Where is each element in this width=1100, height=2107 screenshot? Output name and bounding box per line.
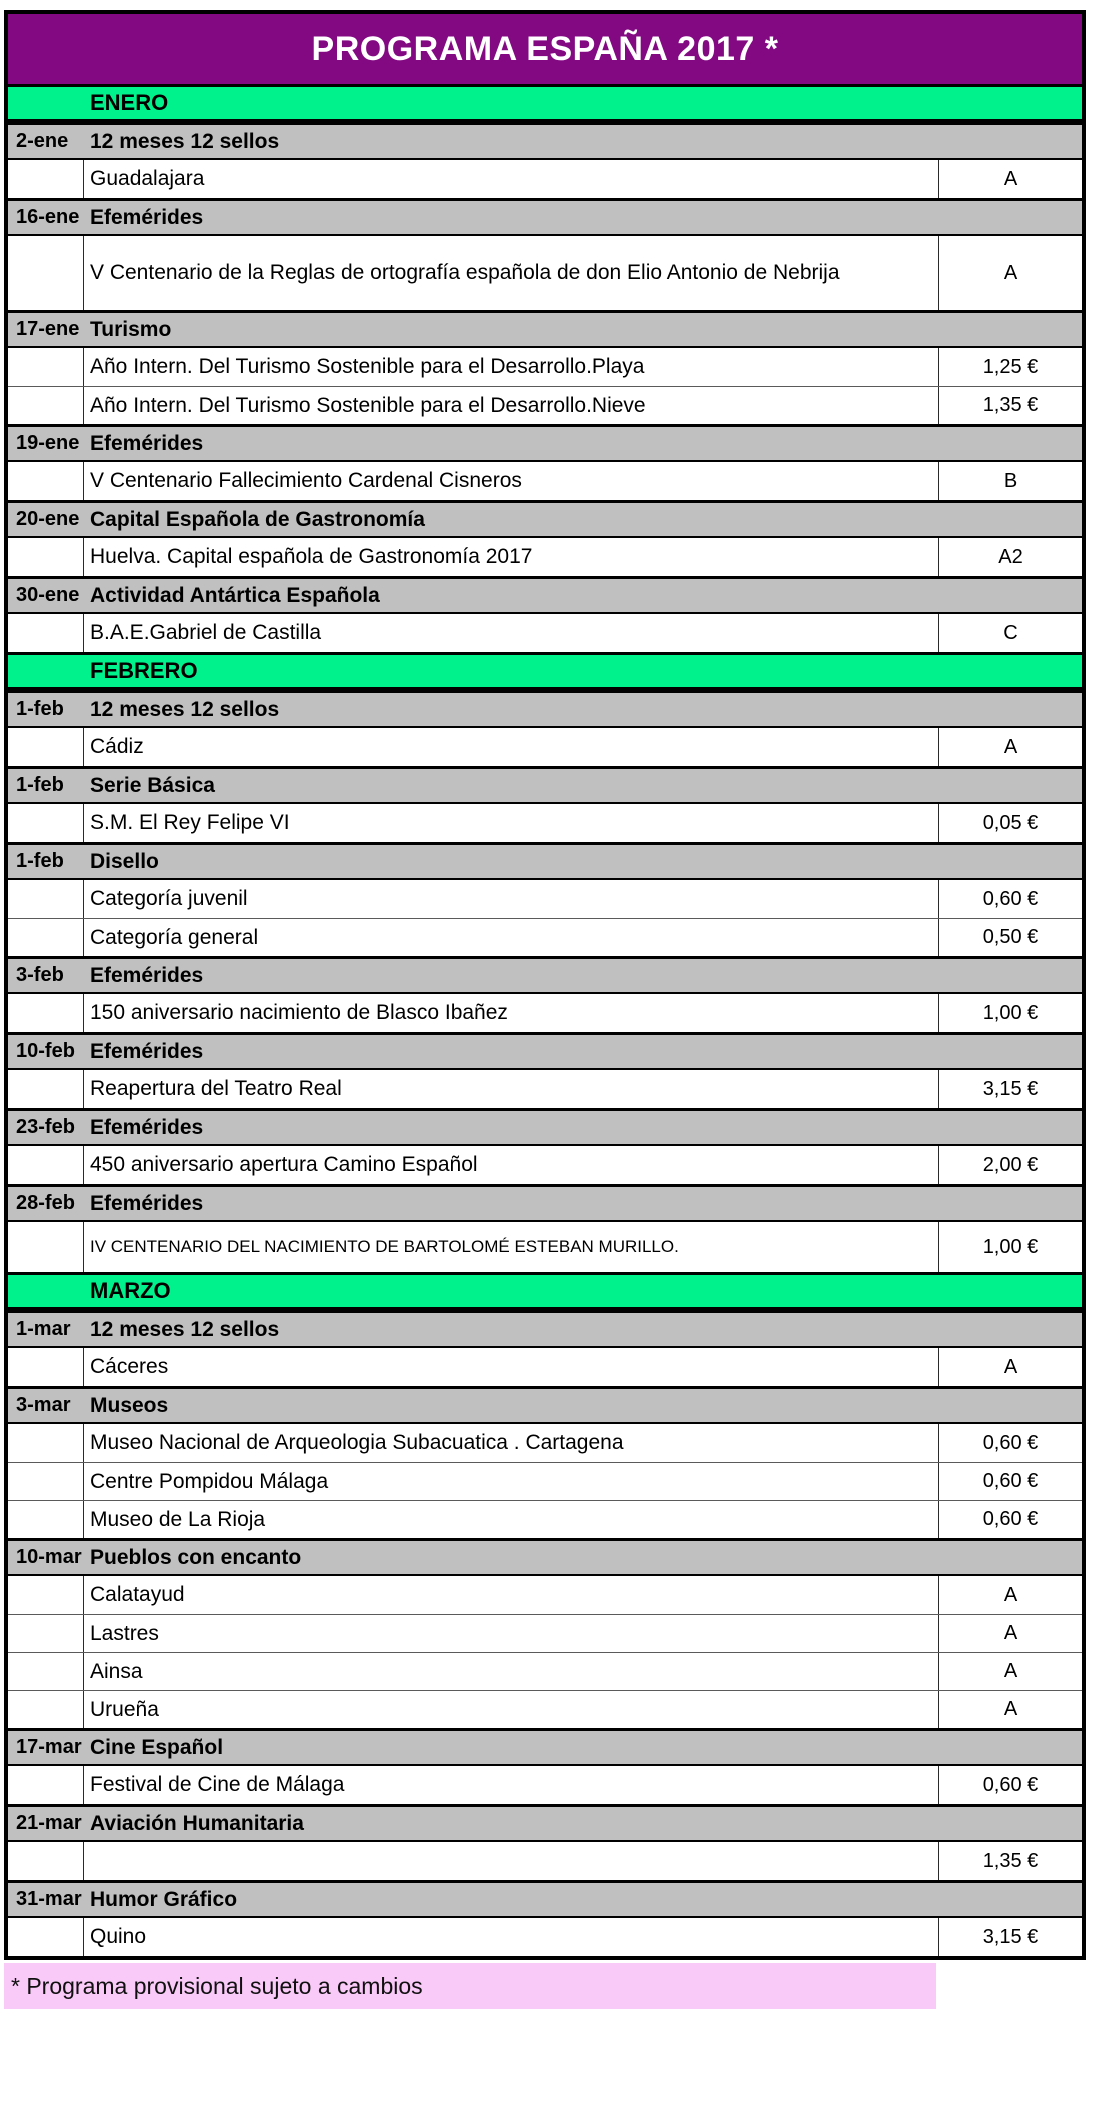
value-cell bbox=[938, 655, 1082, 687]
description-cell: Museo Nacional de Arqueologia Subacuatica . Cartagena bbox=[90, 1431, 624, 1455]
value-cell bbox=[938, 313, 1082, 346]
item-row bbox=[8, 804, 1082, 842]
group-row bbox=[8, 1804, 1082, 1842]
group-row bbox=[8, 1032, 1082, 1070]
group-row bbox=[8, 1728, 1082, 1766]
value-cell bbox=[938, 1111, 1082, 1144]
value-cell: A bbox=[938, 1653, 1082, 1690]
description-cell: Urueña bbox=[90, 1697, 159, 1721]
value-cell: A bbox=[938, 1615, 1082, 1652]
group-label: Efemérides bbox=[90, 431, 204, 455]
date-cell: 1-mar bbox=[16, 1318, 71, 1340]
value-cell: B bbox=[938, 462, 1082, 500]
description-cell: S.M. El Rey Felipe VI bbox=[90, 811, 290, 835]
group-label: Aviación Humanitaria bbox=[90, 1811, 304, 1835]
group-row bbox=[8, 1108, 1082, 1146]
date-cell bbox=[8, 87, 84, 119]
date-cell bbox=[8, 1348, 84, 1386]
date-cell bbox=[8, 994, 84, 1032]
value-cell: 1,00 € bbox=[938, 1222, 1082, 1272]
value-cell: A bbox=[938, 236, 1082, 310]
description-cell: 450 aniversario apertura Camino Español bbox=[90, 1153, 478, 1177]
description-cell: V Centenario Fallecimiento Cardenal Cisneros bbox=[90, 469, 522, 493]
value-cell bbox=[938, 579, 1082, 612]
group-row bbox=[8, 310, 1082, 348]
date-cell bbox=[8, 462, 84, 500]
date-cell bbox=[8, 1222, 84, 1272]
date-cell: 2-ene bbox=[16, 130, 69, 152]
description-cell: Cáceres bbox=[90, 1355, 169, 1379]
value-cell: 0,60 € bbox=[938, 880, 1082, 918]
group-label: 12 meses 12 sellos bbox=[90, 1317, 280, 1341]
date-cell bbox=[8, 1463, 84, 1500]
value-cell bbox=[938, 845, 1082, 878]
footer-note: * Programa provisional sujeto a cambios bbox=[4, 1963, 936, 2009]
date-cell bbox=[8, 804, 84, 842]
item-row bbox=[8, 1614, 1082, 1652]
group-row bbox=[8, 1880, 1082, 1918]
value-cell bbox=[938, 1807, 1082, 1840]
group-label: Cine Español bbox=[90, 1735, 224, 1759]
programa-espana-table bbox=[4, 10, 1086, 1960]
item-row bbox=[8, 880, 1082, 918]
date-cell: 16-ene bbox=[16, 206, 80, 228]
value-cell: 0,60 € bbox=[938, 1463, 1082, 1500]
date-cell bbox=[8, 1576, 84, 1614]
date-cell: 23-feb bbox=[16, 1116, 75, 1138]
item-row bbox=[8, 1576, 1082, 1614]
value-cell: 0,05 € bbox=[938, 804, 1082, 842]
group-row bbox=[8, 1184, 1082, 1222]
item-row bbox=[8, 236, 1082, 310]
value-cell bbox=[938, 1187, 1082, 1220]
date-cell bbox=[8, 1615, 84, 1652]
value-cell bbox=[938, 1731, 1082, 1764]
value-cell: A bbox=[938, 1576, 1082, 1614]
month-label: MARZO bbox=[90, 1277, 171, 1303]
date-cell: 10-mar bbox=[16, 1546, 82, 1568]
value-cell bbox=[938, 87, 1082, 119]
item-row bbox=[8, 918, 1082, 956]
value-cell bbox=[938, 503, 1082, 536]
value-cell bbox=[938, 1389, 1082, 1422]
group-row bbox=[8, 424, 1082, 462]
group-label: Disello bbox=[90, 849, 159, 873]
month-row bbox=[8, 84, 1082, 122]
group-row bbox=[8, 842, 1082, 880]
date-cell: 28-feb bbox=[16, 1192, 75, 1214]
date-cell: 17-ene bbox=[16, 318, 80, 340]
description-cell: Año Intern. Del Turismo Sostenible para el Desarrollo.Nieve bbox=[90, 393, 646, 417]
table-body bbox=[8, 84, 1082, 1956]
group-label: Efemérides bbox=[90, 1039, 204, 1063]
date-cell bbox=[8, 1070, 84, 1108]
date-cell bbox=[8, 1653, 84, 1690]
description-cell: Año Intern. Del Turismo Sostenible para el Desarrollo.Playa bbox=[90, 355, 645, 379]
value-cell bbox=[938, 201, 1082, 234]
value-cell: A2 bbox=[938, 538, 1082, 576]
value-cell: 1,35 € bbox=[938, 1842, 1082, 1880]
item-row bbox=[8, 1766, 1082, 1804]
description-cell: V Centenario de la Reglas de ortografía española de don Elio Antonio de Nebrija bbox=[90, 261, 840, 285]
value-cell: A bbox=[938, 728, 1082, 766]
group-row bbox=[8, 956, 1082, 994]
date-cell: 1-feb bbox=[16, 774, 64, 796]
date-cell: 3-mar bbox=[16, 1394, 71, 1416]
value-cell: 1,25 € bbox=[938, 348, 1082, 386]
item-row bbox=[8, 1222, 1082, 1272]
description-cell: Calatayud bbox=[90, 1583, 185, 1607]
group-row bbox=[8, 576, 1082, 614]
value-cell bbox=[938, 693, 1082, 726]
month-label: ENERO bbox=[90, 89, 169, 115]
value-cell bbox=[938, 769, 1082, 802]
value-cell bbox=[938, 1541, 1082, 1574]
date-cell: 3-feb bbox=[16, 964, 64, 986]
description-cell bbox=[84, 1842, 938, 1880]
date-cell: 17-mar bbox=[16, 1736, 82, 1758]
group-label: Pueblos con encanto bbox=[90, 1545, 302, 1569]
group-label: 12 meses 12 sellos bbox=[90, 697, 280, 721]
value-cell: 3,15 € bbox=[938, 1070, 1082, 1108]
group-row bbox=[8, 1310, 1082, 1348]
group-label: Humor Gráfico bbox=[90, 1887, 238, 1911]
date-cell bbox=[8, 160, 84, 198]
group-label: Efemérides bbox=[90, 205, 204, 229]
description-cell: Categoría general bbox=[90, 925, 259, 949]
month-row bbox=[8, 652, 1082, 690]
date-cell bbox=[8, 1146, 84, 1184]
item-row bbox=[8, 1348, 1082, 1386]
description-cell: 150 aniversario nacimiento de Blasco Ibañez bbox=[90, 1001, 508, 1025]
description-cell: Reapertura del Teatro Real bbox=[90, 1077, 342, 1101]
group-label: Serie Básica bbox=[90, 773, 215, 797]
date-cell bbox=[8, 1501, 84, 1538]
value-cell bbox=[938, 125, 1082, 158]
item-row bbox=[8, 1424, 1082, 1462]
date-cell: 21-mar bbox=[16, 1812, 82, 1834]
group-label: Capital Española de Gastronomía bbox=[90, 507, 425, 531]
item-row bbox=[8, 1652, 1082, 1690]
date-cell bbox=[8, 387, 84, 424]
date-cell bbox=[8, 236, 84, 310]
description-cell: Centre Pompidou Málaga bbox=[90, 1469, 329, 1493]
date-cell: 20-ene bbox=[16, 508, 80, 530]
page-title: PROGRAMA ESPAÑA 2017 * bbox=[8, 14, 1082, 84]
item-row bbox=[8, 1842, 1082, 1880]
value-cell bbox=[938, 959, 1082, 992]
group-label: Efemérides bbox=[90, 1191, 204, 1215]
group-row bbox=[8, 122, 1082, 160]
group-row bbox=[8, 1386, 1082, 1424]
group-row bbox=[8, 500, 1082, 538]
value-cell: 0,60 € bbox=[938, 1766, 1082, 1804]
description-cell: Festival de Cine de Málaga bbox=[90, 1773, 345, 1797]
value-cell bbox=[938, 1275, 1082, 1307]
item-row bbox=[8, 348, 1082, 386]
value-cell: 0,50 € bbox=[938, 919, 1082, 956]
group-row bbox=[8, 198, 1082, 236]
date-cell: 19-ene bbox=[16, 432, 80, 454]
value-cell: A bbox=[938, 1348, 1082, 1386]
group-label: 12 meses 12 sellos bbox=[90, 129, 280, 153]
group-label: Efemérides bbox=[90, 1115, 204, 1139]
value-cell: 1,00 € bbox=[938, 994, 1082, 1032]
description-cell: IV CENTENARIO DEL NACIMIENTO DE BARTOLOMÉ ESTEBAN MURILLO. bbox=[90, 1236, 679, 1256]
group-label: Museos bbox=[90, 1393, 169, 1417]
date-cell bbox=[8, 348, 84, 386]
month-label: FEBRERO bbox=[90, 657, 198, 683]
date-cell: 1-feb bbox=[16, 850, 64, 872]
description-cell: Huelva. Capital española de Gastronomía 2017 bbox=[90, 545, 533, 569]
date-cell bbox=[8, 1918, 84, 1956]
item-row bbox=[8, 160, 1082, 198]
group-label: Actividad Antártica Española bbox=[90, 583, 380, 607]
value-cell: C bbox=[938, 614, 1082, 652]
date-cell bbox=[8, 1691, 84, 1728]
date-cell bbox=[8, 614, 84, 652]
date-cell bbox=[8, 1275, 84, 1307]
value-cell: 0,60 € bbox=[938, 1501, 1082, 1538]
date-cell: 10-feb bbox=[16, 1040, 75, 1062]
month-row bbox=[8, 1272, 1082, 1310]
item-row bbox=[8, 1070, 1082, 1108]
description-cell: Ainsa bbox=[90, 1659, 143, 1683]
date-cell: 1-feb bbox=[16, 698, 64, 720]
description-cell: Cádiz bbox=[90, 735, 144, 759]
date-cell bbox=[8, 1424, 84, 1462]
date-cell bbox=[8, 1766, 84, 1804]
item-row bbox=[8, 462, 1082, 500]
value-cell: A bbox=[938, 1691, 1082, 1728]
date-cell: 31-mar bbox=[16, 1888, 82, 1910]
group-row bbox=[8, 690, 1082, 728]
date-cell bbox=[8, 919, 84, 956]
group-row bbox=[8, 1538, 1082, 1576]
description-cell: Guadalajara bbox=[90, 167, 205, 191]
description-cell: B.A.E.Gabriel de Castilla bbox=[90, 621, 322, 645]
group-label: Efemérides bbox=[90, 963, 204, 987]
date-cell: 30-ene bbox=[16, 584, 80, 606]
item-row bbox=[8, 1462, 1082, 1500]
value-cell: 2,00 € bbox=[938, 1146, 1082, 1184]
date-cell bbox=[8, 728, 84, 766]
value-cell bbox=[938, 427, 1082, 460]
group-label: Turismo bbox=[90, 317, 172, 341]
date-cell bbox=[8, 538, 84, 576]
value-cell: 3,15 € bbox=[938, 1918, 1082, 1956]
description-cell: Categoría juvenil bbox=[90, 887, 248, 911]
date-cell bbox=[8, 655, 84, 687]
item-row bbox=[8, 1690, 1082, 1728]
value-cell bbox=[938, 1035, 1082, 1068]
value-cell: 1,35 € bbox=[938, 387, 1082, 424]
item-row bbox=[8, 994, 1082, 1032]
date-cell bbox=[8, 880, 84, 918]
item-row bbox=[8, 728, 1082, 766]
item-row bbox=[8, 1146, 1082, 1184]
value-cell: A bbox=[938, 160, 1082, 198]
value-cell bbox=[938, 1313, 1082, 1346]
group-row bbox=[8, 766, 1082, 804]
item-row bbox=[8, 386, 1082, 424]
item-row bbox=[8, 1500, 1082, 1538]
value-cell bbox=[938, 1883, 1082, 1916]
item-row bbox=[8, 614, 1082, 652]
description-cell: Museo de La Rioja bbox=[90, 1507, 266, 1531]
value-cell: 0,60 € bbox=[938, 1424, 1082, 1462]
description-cell: Lastres bbox=[90, 1621, 159, 1645]
date-cell bbox=[8, 1842, 84, 1880]
item-row bbox=[8, 538, 1082, 576]
item-row bbox=[8, 1918, 1082, 1956]
description-cell: Quino bbox=[90, 1925, 147, 1949]
